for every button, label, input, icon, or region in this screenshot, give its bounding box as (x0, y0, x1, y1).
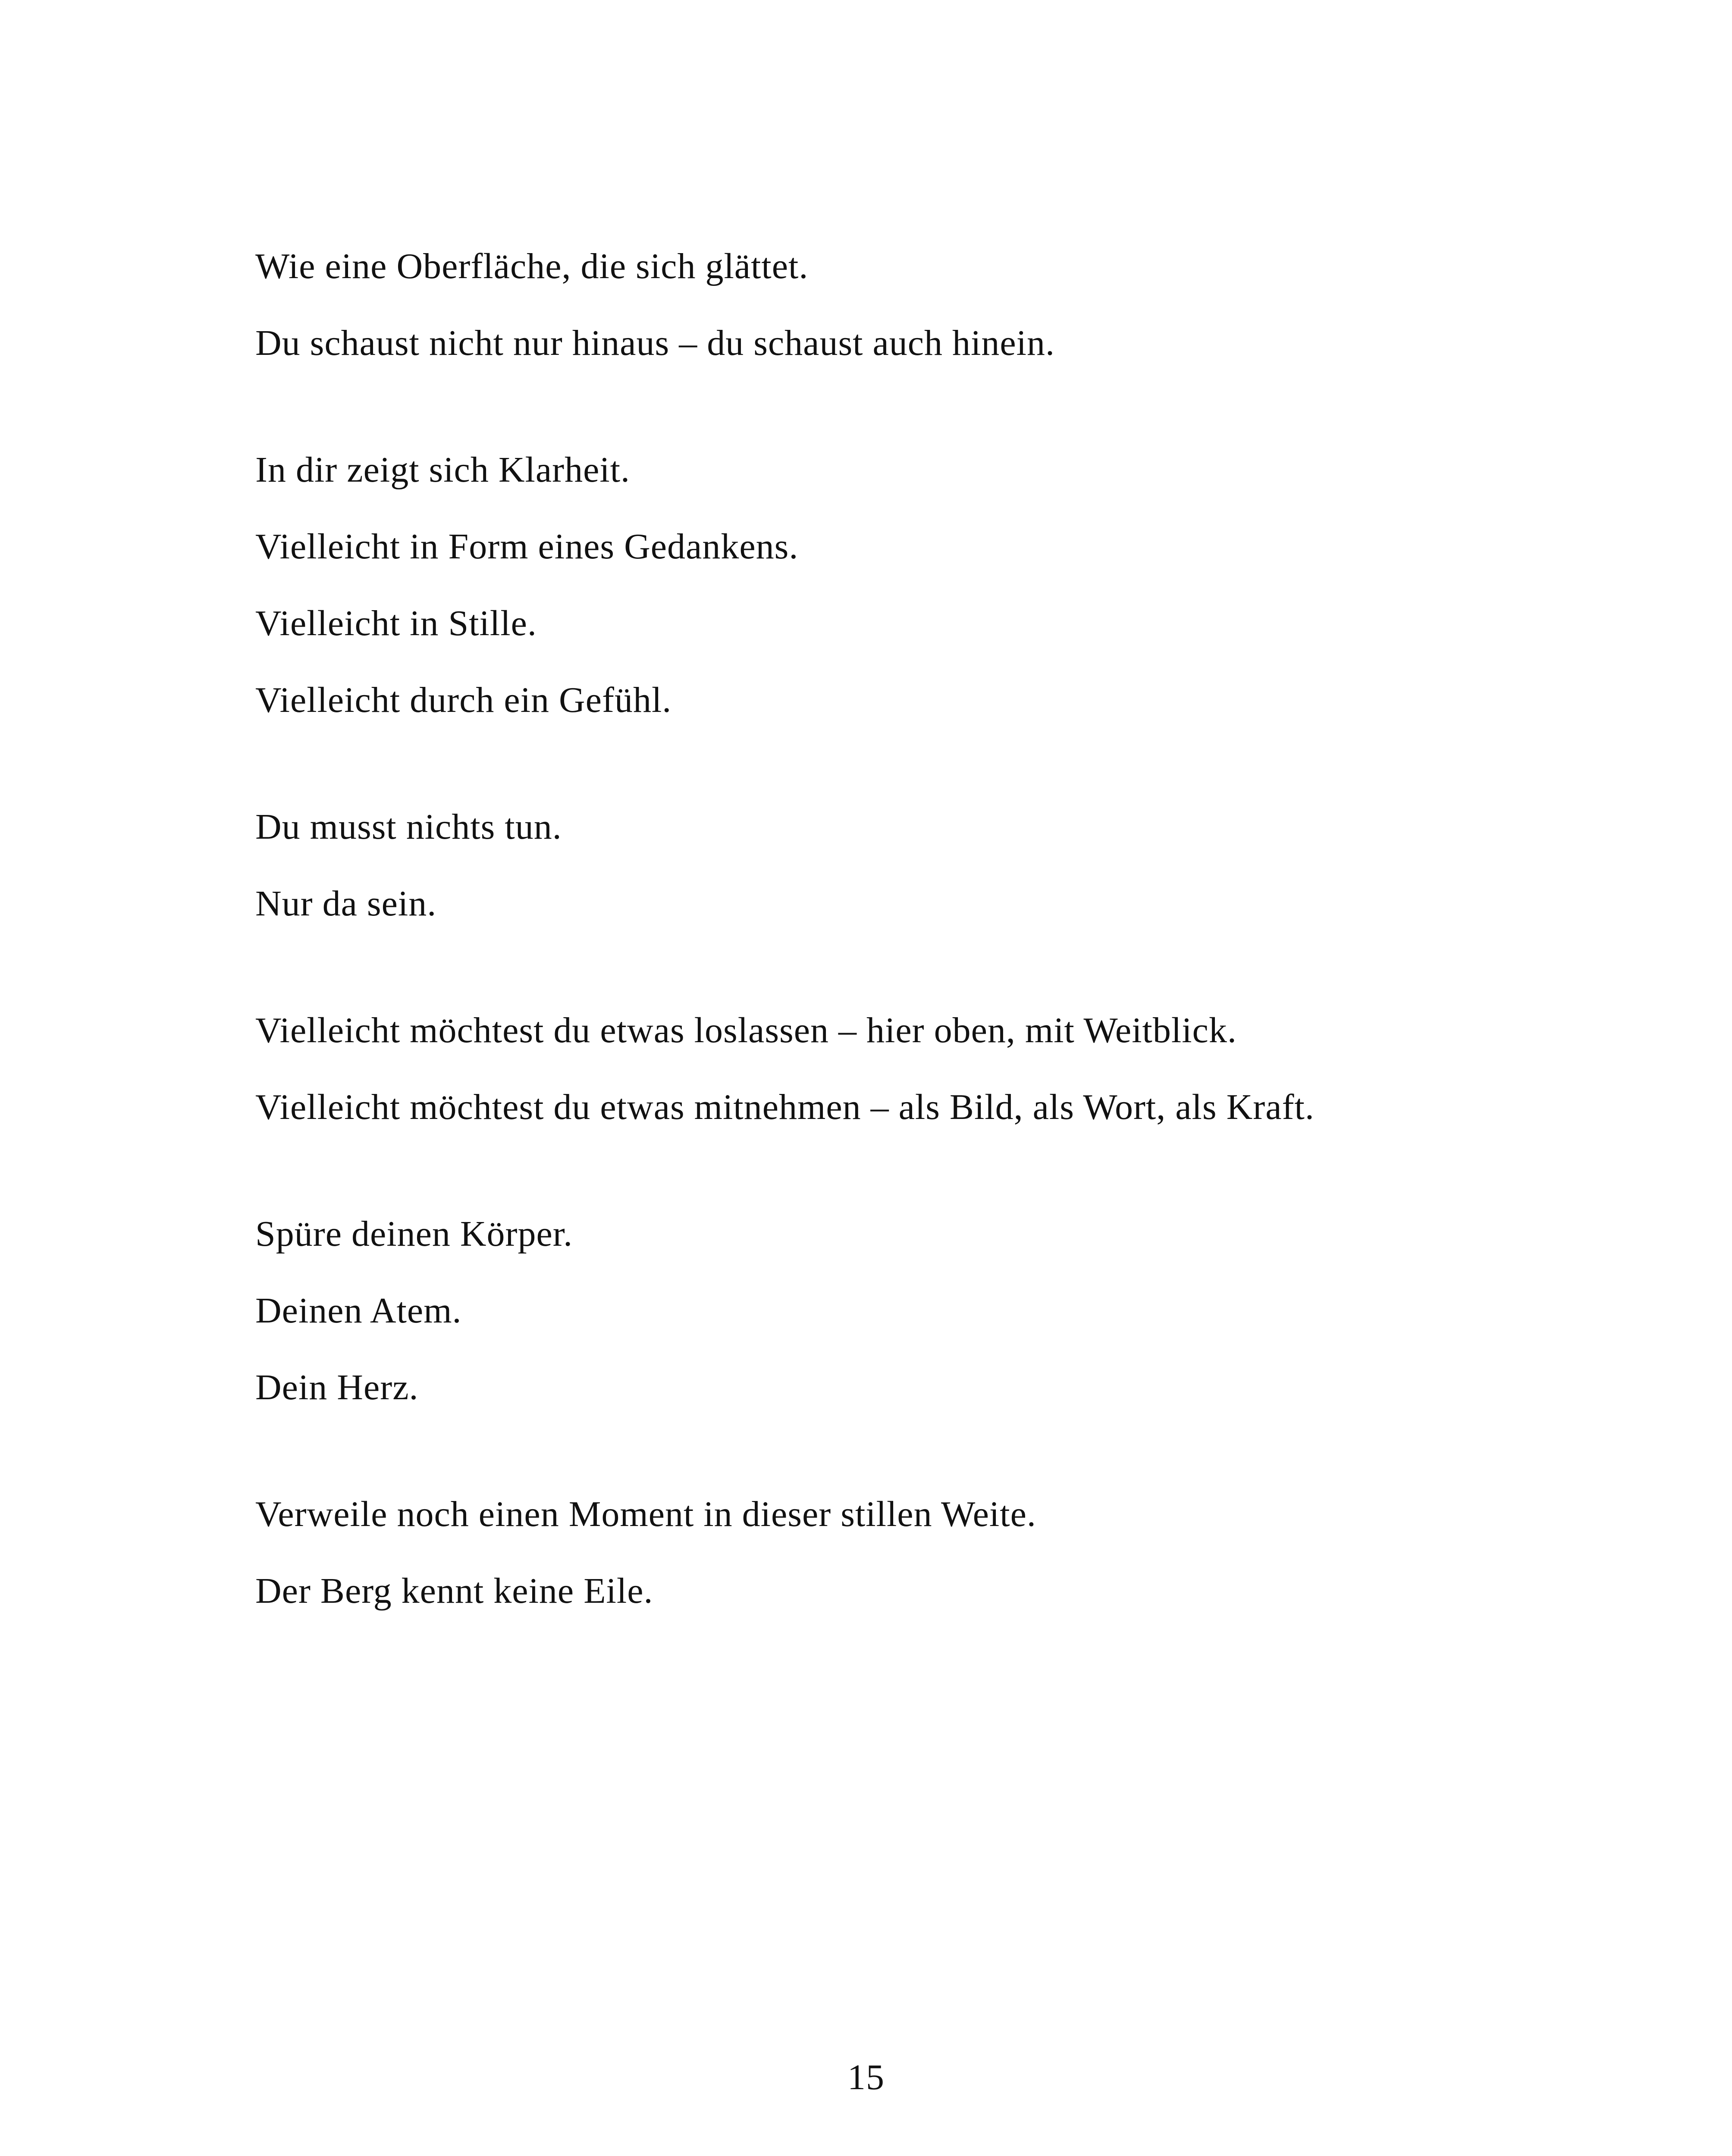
text-line: Vielleicht möchtest du etwas mitnehmen – als Bild, als Wort, als Kraft. (255, 1087, 1315, 1127)
stanza-6 (255, 1489, 1480, 1616)
text-line: In dir zeigt sich Klarheit. (255, 450, 631, 490)
stanza-4 (255, 1006, 1480, 1132)
text-line: Der Berg kennt keine Eile. (255, 1571, 653, 1611)
stanza-3 (255, 802, 1480, 929)
text-line: Deinen Atem. (255, 1291, 462, 1331)
text-line: Vielleicht durch ein Gefühl. (255, 680, 672, 720)
text-line: Wie eine Oberfläche, die sich glättet. (255, 246, 809, 286)
text-line: Vielleicht in Form eines Gedankens. (255, 526, 799, 567)
stanza-5 (255, 1209, 1480, 1413)
text-line: Vielleicht in Stille. (255, 603, 537, 643)
text-line: Nur da sein. (255, 884, 437, 924)
text-line: Spüre deinen Körper. (255, 1214, 573, 1254)
text-line: Vielleicht möchtest du etwas loslassen – hier oben, mit Weitblick. (255, 1010, 1237, 1050)
page-number: 15 (847, 2057, 885, 2097)
text-line: Du musst nichts tun. (255, 807, 562, 847)
stanza-2 (255, 445, 1480, 725)
page-body (255, 241, 1480, 1693)
text-line: Dein Herz. (255, 1367, 419, 1407)
stanza-1 (255, 241, 1480, 368)
text-line: Du schaust nicht nur hinaus – du schaust auch hinein. (255, 323, 1055, 363)
text-line: Verweile noch einen Moment in dieser stillen Weite. (255, 1494, 1036, 1534)
